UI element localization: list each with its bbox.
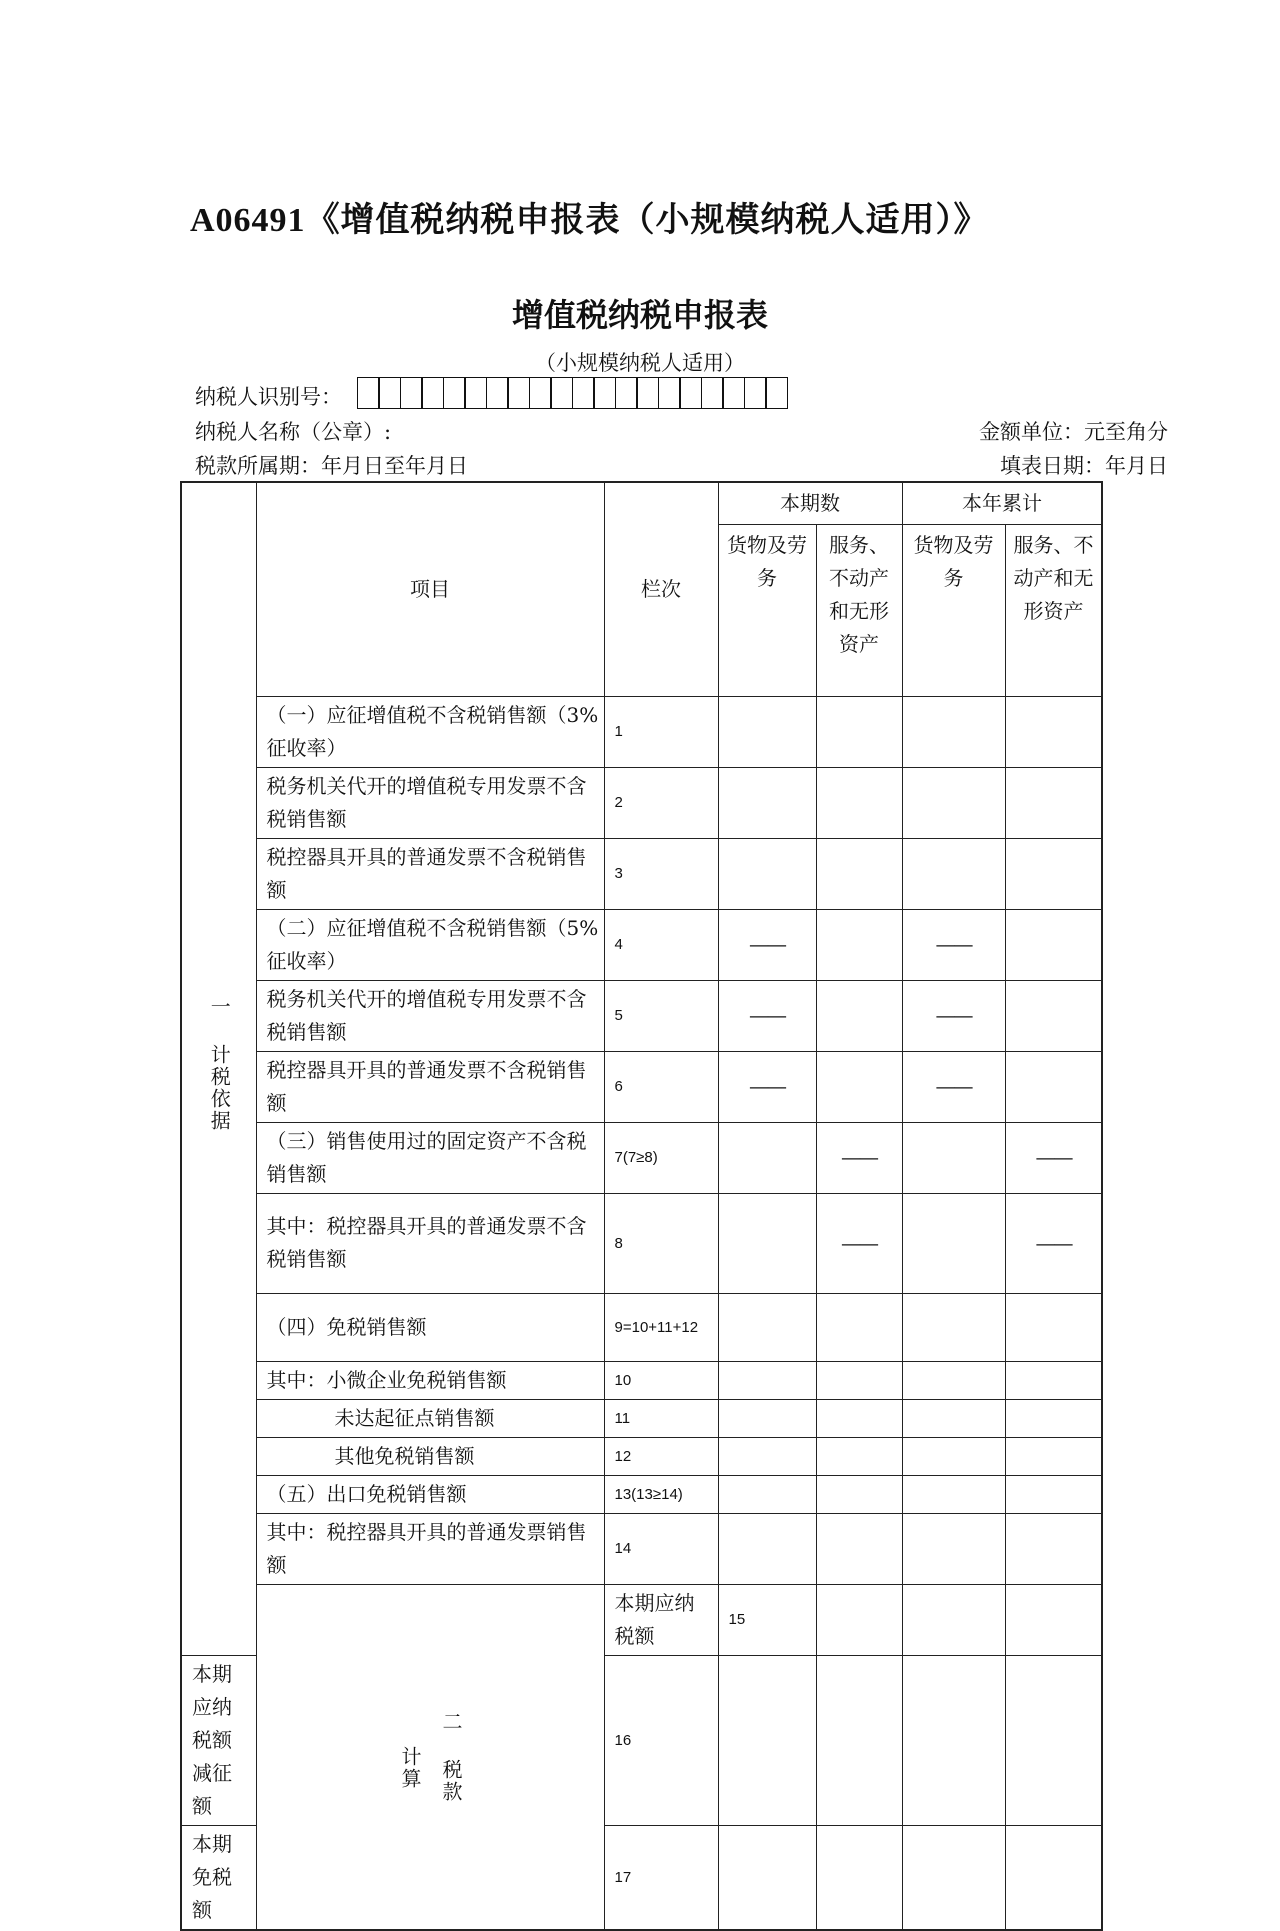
row-line-no: 14 <box>604 1513 718 1584</box>
amount-cell[interactable] <box>816 696 902 767</box>
table-row <box>181 838 1102 909</box>
taxpayer-id-box[interactable] <box>636 377 659 409</box>
fill-date: 填表日期：年月日 <box>1000 454 1168 478</box>
taxpayer-id-box[interactable] <box>765 377 788 409</box>
table-row <box>181 1051 1102 1122</box>
table-row <box>181 1122 1102 1193</box>
row-line-no: 8 <box>604 1193 718 1293</box>
amount-unit: 金额单位：元至角分 <box>979 420 1168 444</box>
taxpayer-id-box[interactable] <box>615 377 638 409</box>
amount-cell[interactable] <box>816 838 902 909</box>
taxpayer-id-box[interactable] <box>378 377 401 409</box>
row-line-no: 13(13≥14) <box>604 1475 718 1513</box>
dash-cell: —— <box>718 980 816 1051</box>
amount-cell[interactable] <box>816 909 902 980</box>
header-goods-current: 货物及劳务 <box>718 524 816 696</box>
document-title: 《增值税纳税申报表（小规模纳税人适用）》 <box>305 200 989 240</box>
taxpayer-id-boxes[interactable] <box>358 377 788 409</box>
amount-cell[interactable] <box>1005 838 1102 909</box>
amount-cell[interactable] <box>1005 980 1102 1051</box>
taxpayer-id-box[interactable] <box>443 377 466 409</box>
row-line-no: 3 <box>604 838 718 909</box>
row-line-no: 10 <box>604 1361 718 1399</box>
taxpayer-id-box[interactable] <box>550 377 573 409</box>
taxpayer-id-box[interactable] <box>507 377 530 409</box>
table-row <box>181 909 1102 980</box>
section-one-label: 一 计税依据 <box>207 995 232 1132</box>
header-line-no: 栏次 <box>604 482 718 696</box>
taxpayer-id-box[interactable] <box>658 377 681 409</box>
amount-cell[interactable] <box>1005 1655 1102 1825</box>
taxpayer-id-box[interactable] <box>529 377 552 409</box>
amount-cell[interactable] <box>902 1475 1005 1513</box>
row-item: 其中：税控器具开具的普通发票不含税销售额 <box>256 1193 604 1293</box>
amount-cell[interactable] <box>1005 909 1102 980</box>
amount-cell[interactable] <box>902 696 1005 767</box>
amount-cell[interactable] <box>816 1361 902 1399</box>
amount-cell[interactable] <box>902 1437 1005 1475</box>
taxpayer-id-box[interactable] <box>572 377 595 409</box>
row-line-no: 9=10+11+12 <box>604 1293 718 1361</box>
amount-cell[interactable] <box>902 838 1005 909</box>
amount-cell[interactable] <box>902 1825 1005 1930</box>
amount-cell[interactable] <box>816 767 902 838</box>
table-row <box>181 980 1102 1051</box>
header-goods-ytd: 货物及劳务 <box>902 524 1005 696</box>
header-services-ytd: 服务、不动产和无形资产 <box>1005 524 1102 696</box>
row-item: （三）销售使用过的固定资产不含税销售额 <box>256 1122 604 1193</box>
amount-cell[interactable] <box>1005 1361 1102 1399</box>
header-current-period: 本期数 <box>718 482 902 524</box>
amount-cell[interactable] <box>816 1293 902 1361</box>
amount-cell[interactable] <box>1005 1437 1102 1475</box>
table-row <box>181 1475 1102 1513</box>
row-item: （一）应征增值税不含税销售额（3%征收率） <box>256 696 604 767</box>
amount-cell[interactable] <box>816 1584 902 1655</box>
row-line-no: 17 <box>604 1825 718 1930</box>
amount-cell[interactable] <box>902 1655 1005 1825</box>
table-row <box>181 1584 1102 1655</box>
amount-cell[interactable] <box>718 838 816 909</box>
taxpayer-id-box[interactable] <box>701 377 724 409</box>
taxpayer-id-box[interactable] <box>722 377 745 409</box>
amount-cell[interactable] <box>718 1437 816 1475</box>
amount-cell[interactable] <box>816 1655 902 1825</box>
row-item: 税务机关代开的增值税专用发票不含税销售额 <box>256 980 604 1051</box>
row-item: （四）免税销售额 <box>256 1293 604 1361</box>
dash-cell: —— <box>902 1051 1005 1122</box>
row-item: 税务机关代开的增值税专用发票不含税销售额 <box>256 767 604 838</box>
amount-cell[interactable] <box>1005 1051 1102 1122</box>
section-two-label-b: 二 税款 <box>439 1710 463 1803</box>
table-row <box>181 696 1102 767</box>
row-line-no: 16 <box>604 1655 718 1825</box>
taxpayer-id-box[interactable] <box>400 377 423 409</box>
row-line-no: 15 <box>718 1584 816 1655</box>
amount-cell[interactable] <box>1005 1513 1102 1584</box>
row-item: 其中：税控器具开具的普通发票销售额 <box>256 1513 604 1584</box>
amount-cell[interactable] <box>902 1513 1005 1584</box>
amount-cell[interactable] <box>816 1051 902 1122</box>
row-line-no: 1 <box>604 696 718 767</box>
row-line-no: 12 <box>604 1437 718 1475</box>
amount-cell[interactable] <box>902 1122 1005 1193</box>
amount-cell[interactable] <box>902 1361 1005 1399</box>
dash-cell: —— <box>1005 1122 1102 1193</box>
amount-cell[interactable] <box>1005 696 1102 767</box>
table-row <box>181 1513 1102 1584</box>
dash-cell: —— <box>902 980 1005 1051</box>
form-title: 增值税纳税申报表 <box>511 296 768 334</box>
amount-cell[interactable] <box>718 696 816 767</box>
amount-cell[interactable] <box>718 1825 816 1930</box>
amount-cell[interactable] <box>1005 1475 1102 1513</box>
amount-cell[interactable] <box>718 767 816 838</box>
amount-cell[interactable] <box>718 1655 816 1825</box>
amount-cell[interactable] <box>816 1513 902 1584</box>
row-line-no: 2 <box>604 767 718 838</box>
taxpayer-id-box[interactable] <box>357 377 380 409</box>
amount-cell[interactable] <box>1005 1584 1102 1655</box>
section-two-label-a: 计算 <box>398 1745 422 1790</box>
table-row <box>181 1361 1102 1399</box>
taxpayer-name-label: 纳税人名称（公章）: <box>195 420 392 444</box>
row-line-no: 4 <box>604 909 718 980</box>
table-row <box>181 1293 1102 1361</box>
row-line-no: 5 <box>604 980 718 1051</box>
section-two-cell <box>256 1584 604 1930</box>
header-item: 项目 <box>256 482 604 696</box>
dash-cell: —— <box>1005 1193 1102 1293</box>
amount-cell[interactable] <box>816 1825 902 1930</box>
row-line-no: 7(7≥8) <box>604 1122 718 1193</box>
amount-cell[interactable] <box>1005 767 1102 838</box>
row-item: 税控器具开具的普通发票不含税销售额 <box>256 1051 604 1122</box>
row-item: 税控器具开具的普通发票不含税销售额 <box>256 838 604 909</box>
document-heading <box>190 192 989 241</box>
header-services-current: 服务、不动产和无形资产 <box>816 524 902 696</box>
table-row <box>181 1399 1102 1437</box>
amount-cell[interactable] <box>902 1584 1005 1655</box>
row-item: 本期免税额 <box>181 1825 256 1930</box>
header-year-to-date: 本年累计 <box>902 482 1102 524</box>
row-item: 本期应纳税额减征额 <box>181 1655 256 1825</box>
document-code: A06491 <box>190 202 306 239</box>
table-row <box>181 1437 1102 1475</box>
dash-cell: —— <box>718 1051 816 1122</box>
taxpayer-id-box[interactable] <box>421 377 444 409</box>
dash-cell: —— <box>816 1193 902 1293</box>
amount-cell[interactable] <box>902 1293 1005 1361</box>
form-subtitle: （小规模纳税人适用） <box>535 351 745 375</box>
amount-cell[interactable] <box>816 1437 902 1475</box>
amount-cell[interactable] <box>718 1399 816 1437</box>
amount-cell[interactable] <box>902 1399 1005 1437</box>
amount-cell[interactable] <box>718 1475 816 1513</box>
amount-cell[interactable] <box>718 1361 816 1399</box>
amount-cell[interactable] <box>1005 1825 1102 1930</box>
amount-cell[interactable] <box>816 1399 902 1437</box>
taxpayer-id-box[interactable] <box>464 377 487 409</box>
tax-period: 税款所属期：年月日至年月日 <box>195 454 468 478</box>
taxpayer-id-box[interactable] <box>679 377 702 409</box>
dash-cell: —— <box>718 909 816 980</box>
taxpayer-id-box[interactable] <box>486 377 509 409</box>
table-row <box>181 1193 1102 1293</box>
amount-cell[interactable] <box>902 1193 1005 1293</box>
declaration-table <box>180 481 1103 1931</box>
amount-cell[interactable] <box>1005 1399 1102 1437</box>
taxpayer-id-box[interactable] <box>744 377 767 409</box>
amount-cell[interactable] <box>718 1513 816 1584</box>
dash-cell: —— <box>902 909 1005 980</box>
row-item: （二）应征增值税不含税销售额（5%征收率） <box>256 909 604 980</box>
amount-cell[interactable] <box>816 980 902 1051</box>
taxpayer-id-box[interactable] <box>593 377 616 409</box>
row-item: 其中：小微企业免税销售额 <box>256 1361 604 1399</box>
dash-cell: —— <box>816 1122 902 1193</box>
amount-cell[interactable] <box>902 767 1005 838</box>
row-item: （五）出口免税销售额 <box>256 1475 604 1513</box>
amount-cell[interactable] <box>718 1193 816 1293</box>
section-one-cell <box>181 482 256 1655</box>
row-line-no: 6 <box>604 1051 718 1122</box>
row-item: 未达起征点销售额 <box>256 1399 604 1437</box>
amount-cell[interactable] <box>718 1293 816 1361</box>
row-line-no: 11 <box>604 1399 718 1437</box>
row-item: 本期应纳税额 <box>604 1584 718 1655</box>
amount-cell[interactable] <box>816 1475 902 1513</box>
amount-cell[interactable] <box>1005 1293 1102 1361</box>
amount-cell[interactable] <box>718 1122 816 1193</box>
table-row <box>181 767 1102 838</box>
row-item: 其他免税销售额 <box>256 1437 604 1475</box>
taxpayer-id-label: 纳税人识别号： <box>195 385 342 409</box>
